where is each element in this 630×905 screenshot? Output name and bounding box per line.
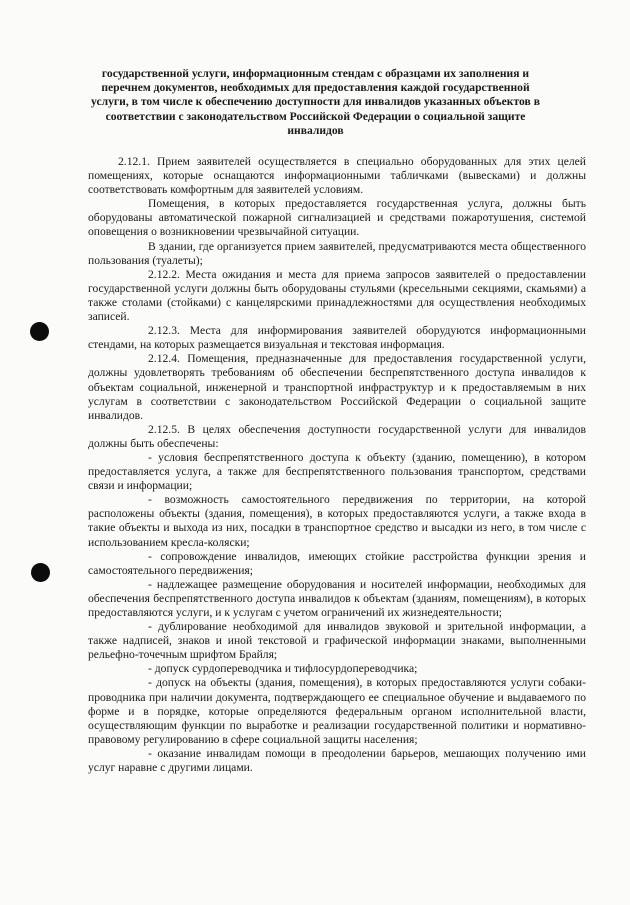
list-item: - допуск на объекты (здания, помещения), в которых предоставляются услуги собаки-проводника при наличии документа, подтверждающего ее специальное обучение и выдаваемого по форме и в порядке, которые определяются федеральным органом исполнительной власти, осуществляющим функции по выработке и реализации государственной политики и нормативно-правовому регулированию в сфере социальной защиты населения; <box>88 676 586 746</box>
paragraph-public-toilets: В здании, где организуется прием заявителей, предусматриваются места общественного пользования (туалеты); <box>88 239 586 267</box>
list-item: - допуск сурдопереводчика и тифлосурдопереводчика; <box>148 662 418 676</box>
document-body <box>88 155 586 775</box>
punch-hole-mark <box>30 322 49 341</box>
paragraph-2-12-5: 2.12.5. В целях обеспечения доступности государственной услуги для инвалидов должны быть обеспечены: <box>88 422 586 450</box>
list-item: - дублирование необходимой для инвалидов звуковой и зрительной информации, а также надписей, знаков и иной текстовой и графической информации знаками, выполненными рельефно-точечным шрифтом Брайля; <box>88 620 586 662</box>
list-item: - условия беспрепятственного доступа к объекту (зданию, помещению), в котором предоставляется услуга, а также для беспрепятственного пользования транспортом, средствами связи и информации; <box>88 450 586 493</box>
punch-hole-mark <box>31 563 50 582</box>
section-heading: государственной услуги, информационным стендам с образцами их заполнения и перечнем документов, необходимых для предоставления каждой государственной услуги, в том числе к обеспечению доступности для инвалидов указанных объектов в соответствии с законодательством Российской Федерации о социальной защите инвалидов <box>91 67 540 137</box>
list-item: - сопровождение инвалидов, имеющих стойкие расстройства функции зрения и самостоятельного передвижения; <box>88 549 586 577</box>
paragraph-2-12-1: 2.12.1. Прием заявителей осуществляется в специально оборудованных для этих целей помещениях, которые оснащаются информационными табличками (вывесками) и должны соответствовать комфортным для заявителей условиям. <box>88 155 586 197</box>
list-item: - надлежащее размещение оборудования и носителей информации, необходимых для обеспечения беспрепятственного доступа инвалидов к объектам (зданиям, помещениям), в которых предоставляются услуги, и к услугам с учетом ограничений их жизнедеятельности; <box>88 577 586 619</box>
paragraph-2-12-4: 2.12.4. Помещения, предназначенные для предоставления государственной услуги, должны удовлетворять требованиям об обеспечении беспрепятственного доступа инвалидов к объектам социальной, инженерной и транспортной инфраструктур и к предоставляемым в них услугам в соответствии с законодательством Российской Федерации о социальной защите инвалидов. <box>88 352 586 422</box>
paragraph-premises-fire-safety: Помещения, в которых предоставляется государственная услуга, должны быть оборудованы автоматической пожарной сигнализацией и средствами пожаротушения, системой оповещения о возникновении чрезвычайной ситуации. <box>88 197 586 239</box>
list-item: - возможность самостоятельного передвижения по территории, на которой расположены объекты (здания, помещения), в которых предоставляются услуги, а также входа в такие объекты и выхода из них, посадки в транспортное средство и высадки из него, в том числе с использованием кресла-коляски; <box>88 493 586 549</box>
paragraph-2-12-3: 2.12.3. Места для информирования заявителей оборудуются информационными стендами, на которых размещается визуальная и текстовая информация. <box>88 324 586 352</box>
paragraph-2-12-2: 2.12.2. Места ожидания и места для приема запросов заявителей о предоставлении государственной услуги должны быть оборудованы стульями (кресельными секциями, скамьями) а также столами (стойками) с канцелярскими принадлежностями для осуществления необходимых записей. <box>88 267 586 324</box>
list-item: - оказание инвалидам помощи в преодолении барьеров, мешающих получению ими услуг наравне с другими лицами. <box>88 746 586 775</box>
